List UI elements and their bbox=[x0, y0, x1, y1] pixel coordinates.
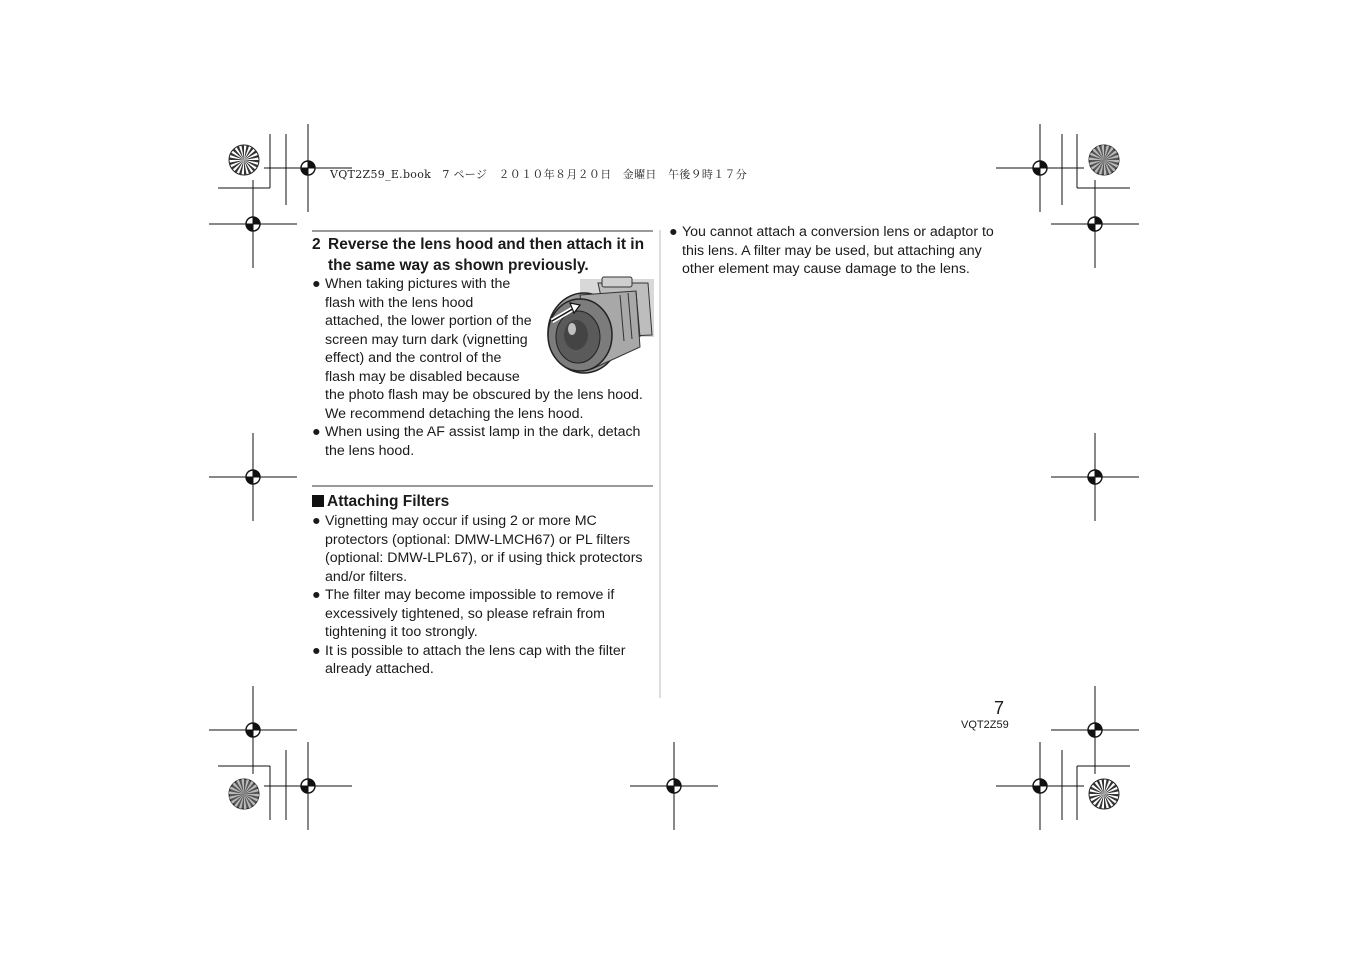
step-title: Reverse the lens hood and then attach it in the same way as shown previously. bbox=[328, 236, 645, 274]
starburst-target-icon bbox=[1089, 779, 1119, 809]
page-number: 7 bbox=[994, 698, 1005, 718]
step-2-notes bbox=[312, 275, 654, 460]
section-rule bbox=[312, 485, 653, 487]
lens-hood-illustration bbox=[540, 275, 654, 375]
registration-mark-icon bbox=[630, 742, 718, 830]
registration-mark-icon bbox=[264, 742, 352, 830]
registration-mark-icon bbox=[996, 124, 1084, 212]
list-item: ● You cannot attach a conversion lens or adaptor to this lens. A filter may be used, but attaching any other element may cause damage to the lens. bbox=[669, 224, 994, 277]
list-item: ● The filter may become impossible to remove if excessively tightened, so please refrain from tightening it too strongly. bbox=[312, 587, 615, 640]
starburst-target-icon bbox=[1089, 145, 1119, 175]
step-number: 2 bbox=[312, 236, 321, 253]
print-info-header: VQT2Z59_E.book 7 ページ ２０１０年８月２０日 金曜日 午後９時１７分 bbox=[330, 168, 748, 181]
right-column-notes bbox=[669, 223, 1014, 279]
list-item: ● When using the AF assist lamp in the dark, detach the lens hood. bbox=[312, 424, 641, 459]
attaching-filters-heading: Attaching Filters bbox=[312, 492, 449, 512]
starburst-target-icon bbox=[229, 779, 259, 809]
black-square-icon bbox=[312, 495, 324, 507]
registration-mark-icon bbox=[996, 742, 1084, 830]
registration-mark-icon bbox=[1051, 180, 1139, 268]
registration-mark-icon bbox=[209, 686, 297, 774]
step-2-heading bbox=[312, 234, 657, 276]
filters-notes bbox=[312, 512, 654, 679]
registration-mark-icon bbox=[209, 433, 297, 521]
list-item: ● Vignetting may occur if using 2 or more MC protectors (optional: DMW-LMCH67) or PL filters (optional: DMW-LPL67), or if using thick protectors and/or filters. bbox=[312, 513, 643, 585]
registration-mark-icon bbox=[209, 180, 297, 268]
registration-mark-icon bbox=[1051, 686, 1139, 774]
registration-mark-icon bbox=[1051, 433, 1139, 521]
model-code: VQT2Z59 bbox=[961, 719, 1009, 731]
list-item: ● When taking pictures with the flash with the lens hood attached, the lower portion of the screen may turn dark (vignetting effect) and the control of the flash may be disabled because the photo flash may be obscured by the lens hood. We recommend detaching the lens hood. bbox=[312, 275, 654, 423]
list-item: ● It is possible to attach the lens cap with the filter already attached. bbox=[312, 642, 626, 677]
starburst-target-icon bbox=[229, 145, 259, 175]
section-rule bbox=[312, 230, 653, 232]
